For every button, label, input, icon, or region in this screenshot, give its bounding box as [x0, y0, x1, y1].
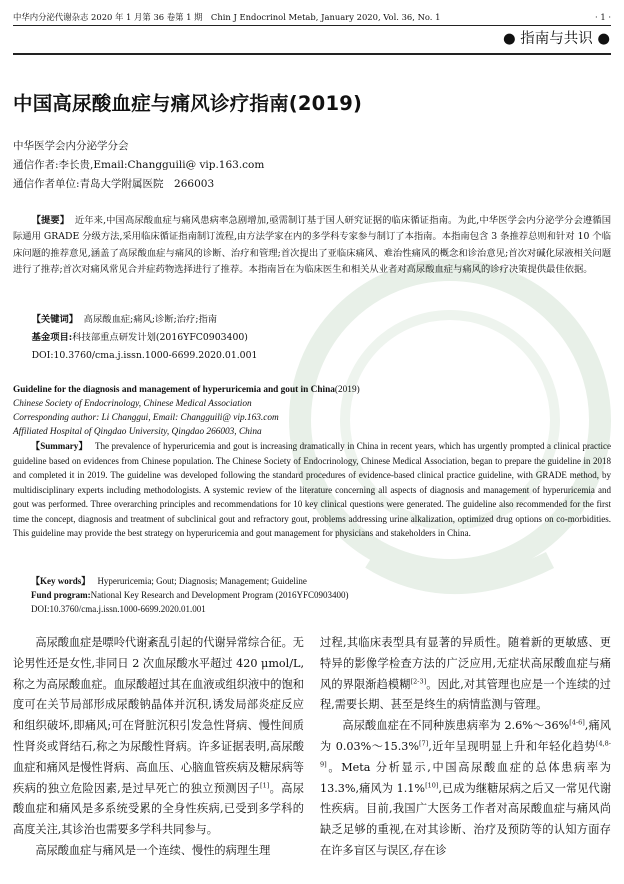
header-rule: [13, 25, 611, 26]
fund-label: 基金项目:: [31, 332, 73, 343]
english-fund: [13, 588, 611, 603]
english-corresponding: Corresponding author: Li Changgui, Email: Changguili@ vip.163.com: [13, 413, 279, 423]
english-society: Chinese Society of Endocrinology, Chinese Medical Association: [13, 399, 252, 409]
doi-cn: [13, 348, 611, 364]
body-paragraph: 高尿酸血症是嘌呤代谢紊乱引起的代谢异常综合征。无论男性还是女性,非同日 2 次血尿酸水平超过 420 μmol/L,称之为高尿酸血症。血尿酸超过其在血液或组织液中的饱和度可在关节局部形成尿酸钠晶体并沉积,诱发局部炎症反应和组织破坏,即痛风;可在肾脏沉积引发急性肾病、慢性间质性肾炎或肾结石,称之为尿酸性肾病。许多证据表明,高尿酸血症和痛风是慢性肾病、高血压、心脑血管疾病及糖尿病等疾病的独立危险因素,是过早死亡的独立预测因子[1]。高尿酸血症和痛风是多系统受累的全身性疾病,已受到多学科的高度关注,其诊治也需要多学科共同参与。: [13, 636, 304, 837]
en-keywords-text: Hyperuricemia; Gout; Diagnosis; Management; Guideline: [97, 576, 307, 586]
body-paragraph: 高尿酸血症与痛风是一个连续、慢性的病理生理: [35, 843, 271, 857]
fund-text: 科技部重点研发计划(2016YFC0903400): [72, 332, 248, 343]
running-header: [13, 10, 611, 24]
abstract-text: 近年来,中国高尿酸血症与痛风患病率急剧增加,亟需制订基于国人研究证据的临床循证指南。为此,中华医学会内分泌学分会遵循国际通用 GRADE 分级方法,采用临床循证指南制订流程,由方法学家在内的多学科专家参与制订了本指南。本指南包含 3 条推荐总则和针对 10 个临床问题的推荐意见,涵盖了高尿酸血症与痛风的诊断、治疗和管理;首次提出了亚临床痛风、难治性痛风的概念和诊治意见;首次对碱化尿液相关问题进行了推荐;首次对痛风常见合并症药物选择进行了推荐。本指南旨在为临床医生和相关从业者对高尿酸血症与痛风的诊疗决策提供最佳依据。: [13, 215, 611, 276]
keywords-text: 高尿酸血症;痛风;诊断;治疗;指南: [83, 314, 218, 325]
body-left-column: [13, 633, 304, 862]
abstract-label: 【提要】: [31, 215, 70, 226]
en-fund-label: Fund program:: [31, 590, 91, 600]
reference-marker: [7]: [419, 739, 429, 748]
keywords-cn: [13, 312, 611, 328]
english-doi: [13, 602, 611, 617]
body-paragraph: 过程,其临床表型具有显著的异质性。随着新的更敏感、更特异的影像学检查方法的广泛应用,无症状高尿酸血症与痛风的界限渐趋模糊[2-3]。因此,对其管理也应是一个连续的过程,需要长期、甚至是终生的病情监测与管理。: [320, 636, 611, 712]
abstract-cn: [13, 213, 611, 279]
section-tag: ● 指南与共识 ●: [502, 31, 610, 47]
fund-cn: [13, 330, 611, 346]
reference-marker: [2-3]: [410, 676, 427, 685]
corresponding-author: 通信作者:李长贵,Email:Changguili@ vip.163.com: [13, 159, 265, 171]
english-title-year: (2019): [334, 385, 360, 395]
page-number: · 1 ·: [595, 12, 611, 22]
en-fund-text: National Key Research and Development Program (2016YFC0903400): [90, 590, 349, 600]
english-summary: [13, 439, 611, 541]
doi-text: DOI:10.3760/cma.j.issn.1000-6699.2020.01.001: [31, 350, 258, 361]
english-affiliation: Affiliated Hospital of Qingdao University, Qingdao 266003, China: [13, 427, 262, 437]
english-title-text: Guideline for the diagnosis and management of hyperuricemia and gout in China: [13, 385, 335, 395]
body-right-column: [320, 633, 611, 862]
author-org: 中华医学会内分泌学分会: [13, 140, 129, 152]
journal-citation: 中华内分泌代谢杂志 2020 年 1 月第 36 卷第 1 期 Chin J Endocrinol Metab, January 2020, Vol. 36, No. 1: [13, 12, 441, 22]
summary-text: The prevalence of hyperuricemia and gout is increasing dramatically in China in recent years, which has urgently prompted a clinical practice guideline based on evidences from Chinese population. The Chinese Society of Endocrinology, Chinese Medical Association, began to prepare the guideline in 2018 and completed it in 2019. The guideline was developed following the standard procedures of evidence-based clinical practice guideline, with GRADE method, by multidisciplinary experts including methodologists. A systemic review of the literature concerning all aspects of diagnosis and management of hyperuricemia and gout was performed. Three overarching principles and recommendations for 10 key clinical questions were generated. The guideline also recommended for the first time the concept, diagnosis and treatment of subclinical gout and refractory gout, problems addressing urine alkalization, optimized drug options on co-morbidities. This guideline may provide the best strategy on hyperuricemia and gout management for physicians and stakeholders in China.: [13, 441, 612, 538]
english-keywords: [13, 574, 611, 589]
reference-marker: [10]: [425, 780, 439, 789]
page-title: 中国高尿酸血症与痛风诊疗指南(2019): [13, 92, 363, 115]
english-title: [13, 383, 360, 397]
en-keywords-label: 【Key words】: [31, 576, 91, 586]
reference-marker: [1]: [260, 780, 270, 789]
body-paragraph: 高尿酸血症在不同种族患病率为 2.6%～36%[4-6],痛风为 0.03%～15.3%[7],近年呈现明显上升和年轻化趋势[4,8-9]。Meta 分析显示,中国高尿酸血症的总体患病率为 13.3%,痛风为 1.1%[10],已成为继糖尿病之后又一常见代谢性疾病。目前,我国广大医务工作者对高尿酸血症与痛风尚缺乏足够的重视,在对其诊断、治疗及预防等的认知方面存在许多盲区与误区,存在诊: [320, 718, 612, 857]
reference-marker: [4-6]: [569, 718, 585, 727]
summary-label: 【Summary】: [31, 441, 88, 451]
reference-marker: [4,8-9]: [320, 739, 611, 769]
keywords-label: 【关键词】: [31, 314, 79, 325]
en-doi-text: DOI:10.3760/cma.j.issn.1000-6699.2020.01.001: [31, 604, 206, 614]
affiliation: 通信作者单位:青岛大学附属医院 266003: [13, 178, 215, 190]
section-rule: [13, 53, 611, 55]
